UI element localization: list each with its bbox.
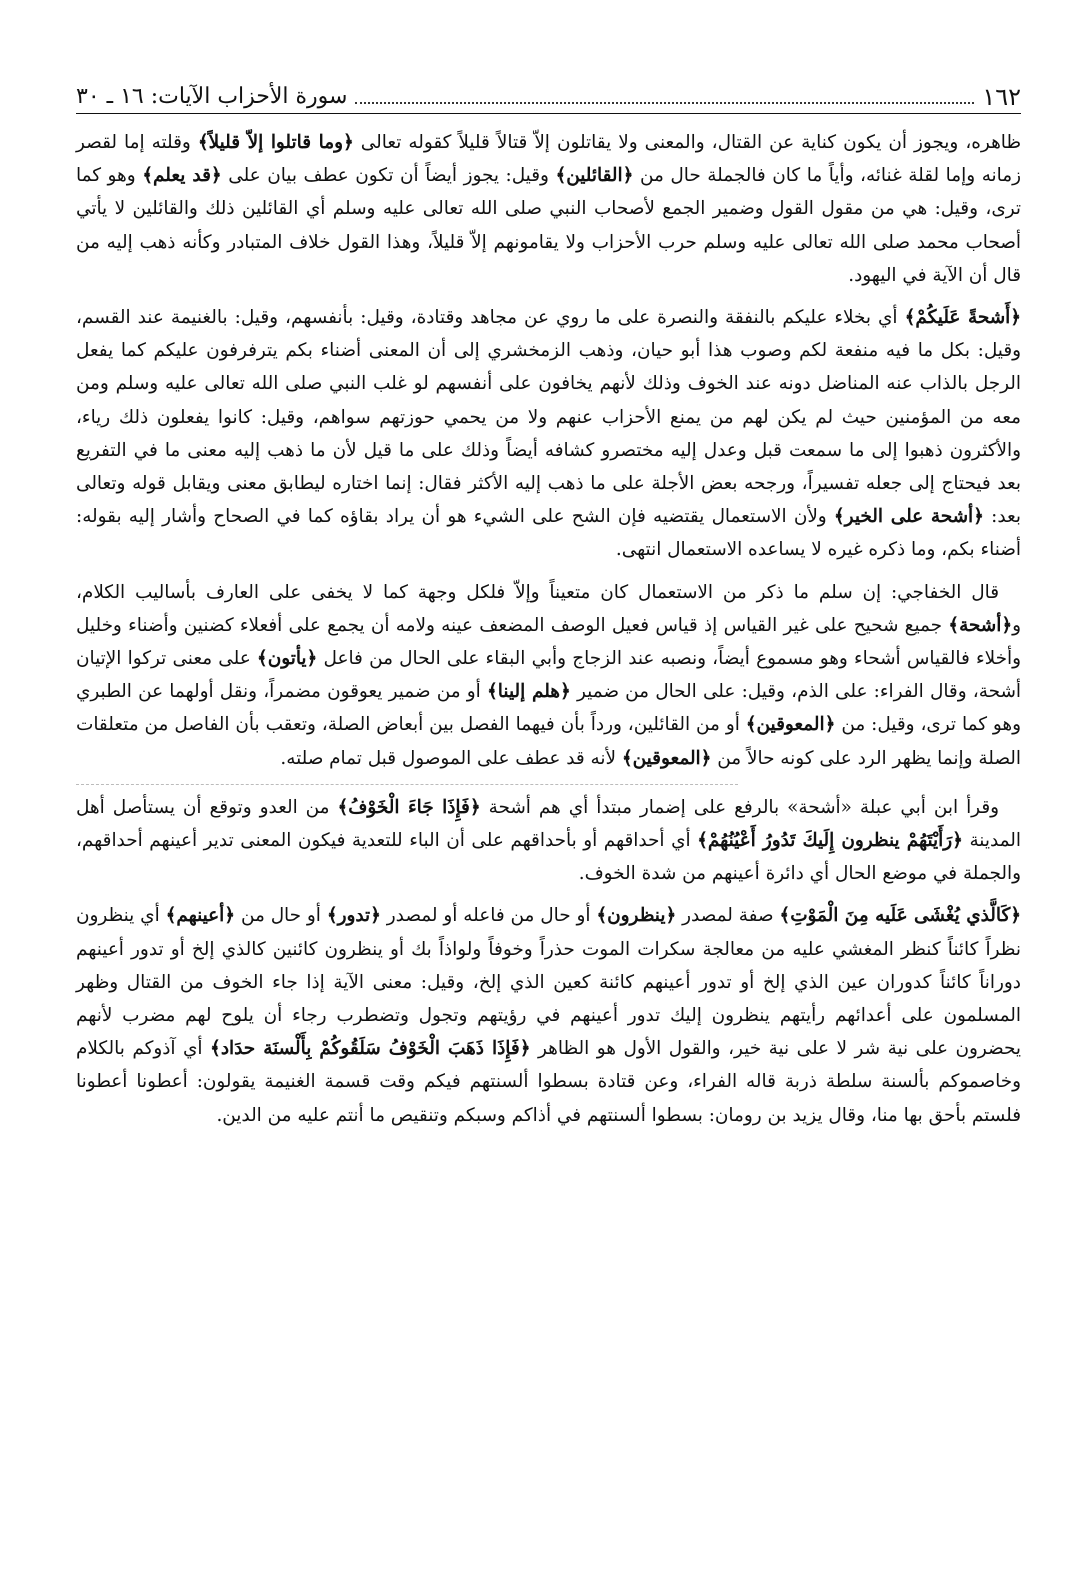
paragraph-text: أي أحداقهم أو بأحداقهم على أن الباء للتعدية فيكون المعنى تدير أعينهم أحداقهم، والجملة في موضع الحال أي دائرة أعينهم من شدة الخوف.	[76, 830, 1021, 885]
paragraph-text: ظاهره، ويجوز أن يكون كناية عن القتال، والمعنى ولا يقاتلون إلاّ قتالاً قليلاً كقوله تعالى	[353, 132, 1022, 153]
quran-quote: ﴿هلم إلينا﴾	[487, 681, 571, 703]
quran-quote: ﴿رَأَيْتَهُمْ ينظرون إِلَيكَ تَدُورُ أَعْيُنُهُمْ﴾	[697, 830, 963, 852]
quran-quote: ﴿المعوقين﴾	[621, 747, 712, 769]
quran-quote: ﴿يأتون﴾	[256, 648, 318, 670]
quran-quote: ﴿ينظرون﴾	[596, 905, 677, 927]
paragraph	[76, 899, 1021, 1131]
paragraph-text: وقلته إما لقصر زمانه وإما لقلة غنائه، وأياً ما كان فالجملة حال من	[76, 132, 1022, 187]
quran-quote: ﴿فَإِذَا ذَهَبَ الْخَوْفُ سَلَقُوكُمْ بِأَلْسنَة حدَاد﴾	[210, 1038, 531, 1060]
paragraph-text: صفة لمصدر	[676, 905, 780, 927]
quran-quote: ﴿أشحة﴾	[948, 614, 1013, 636]
paragraph-text: على معنى تركوا الإتيان أشحة، وقال الفراء: على الذم، وقيل: على الحال من ضمير	[76, 648, 1021, 703]
paragraph	[76, 791, 1021, 891]
paragraph-text: لأنه قد عطف على الموصول قبل تمام صلته.	[280, 747, 622, 769]
paragraph-text: ولأن الاستعمال يقتضيه فإن الشح على الشيء هو أن يراد بقاؤه كما في الصحاح وأشار إليه بقوله: أضناء بكم، وما ذكره غيره لا يساعده الاستعمال انتهى.	[76, 506, 1021, 561]
quran-quote: ﴿قد يعلم﴾	[142, 165, 222, 187]
quran-quote: ﴿تدور﴾	[326, 905, 381, 927]
quran-quote: ﴿فَإِذَا جَاءَ الْخَوْفُ﴾	[337, 796, 481, 818]
quran-quote: ﴿وما قاتلوا إلاّ قليلاً﴾	[197, 132, 354, 153]
section-divider	[76, 784, 738, 785]
quran-quote: ﴿المعوقين﴾	[745, 714, 836, 736]
paragraph	[76, 126, 1021, 292]
page-header	[76, 76, 1021, 110]
paragraph-text: أو من ضمير يعوقون مضمراً، ونقل أولهما عن الطبري وهو كما ترى، وقيل: من	[76, 681, 1021, 736]
paragraph-text: أو حال من فاعله أو لمصدر	[380, 905, 597, 927]
quran-quote: ﴿كَالَّذي يُغْشَى عَلَيه مِنَ الْمَوْتِ﴾	[779, 905, 1021, 927]
paragraph	[76, 576, 1021, 775]
quran-quote: ﴿أشحة على الخير﴾	[833, 506, 984, 528]
paragraph-text: وهو كما ترى، وقيل: هي من مقول القول وضمير الجمع لأصحاب النبي صلى الله تعالى عليه وسلم أي القائلين ذلك والقائلين لا يأتي أصحاب محمد صلى الله تعالى عليه وسلم حرب الأحزاب ولا يقامونهم إلاّ قليلاً، وهذا القول خلاف المتبادر وكأنه ذهب إليه من قال أن الآية في اليهود.	[76, 165, 1021, 286]
quran-quote: ﴿أعينهم﴾	[165, 905, 236, 927]
paragraph-text: وقرأ ابن أبي عبلة «أشحة» بالرفع على إضمار مبتدأ أي هم أشحة	[480, 796, 999, 818]
paragraph-text: أو حال من	[235, 905, 327, 927]
quran-quote: ﴿أَشحةً عَلَيكُمْ﴾	[904, 307, 1021, 329]
paragraph-text: أو من القائلين، ورداً بأن فيهما الفصل بين أبعاض الصلة، وتعقب بأن الفاصل من متعلقات الصلة وإنما يظهر الرد على كونه حالاً من	[76, 714, 1021, 769]
paragraph-text: أي ينظرون نظراً كائناً كنظر المغشي عليه من معالجة سكرات الموت حذراً وخوفاً ولواذاً بك أو ينظرون كائنين كالذي إلخ أو تدور أعينهم دوراناً كائناً كدوران عين الذي إلخ أو تدور أعينهم كائنة كعين الذي إلخ، وقيل: معنى الآية إذا جاء الخوف من القتال وظهر المسلمون على أعدائهم رأيتهم ينظرون إليك تدور أعينهم في رؤيتهم وتجول وتضطرب رجاء أن يلوح لهم مضرب لأنهم يحضرون على نية شر لا على نية خير، والقول الأول هو الظاهر	[76, 905, 1021, 1060]
quran-quote: ﴿القائلين﴾	[555, 165, 634, 187]
page-number: ١٦٢	[982, 83, 1021, 111]
paragraph-text: أي بخلاء عليكم بالنفقة والنصرة على ما روي عن مجاهد وقتادة، وقيل: بأنفسهم، وقيل: بالغنيمة عند القسم، وقيل: بكل ما فيه منفعة لكم وصوب هذا أبو حيان، وذهب الزمخشري إلى أن المعنى أضناء بكم يترفرفون عليكم كما يفعل الرجل بالذاب عنه المناضل دونه عند الخوف وذلك لأنهم يخافون على أنفسهم لو غلب النبي صلى الله تعالى عليه وسلم ومن معه من المؤمنين حيث لم يكن لهم من يمنع الأحزاب عنهم ولا من يحمي حوزتهم سواهم، وقيل: كانوا يفعلون ذلك رياء، والأكثرون ذهبوا إلى ما سمعت قبل وعدل إليه مختصرو كشافه أيضاً وذلك على ما قيل لأن ما ذهب إليه معنى ما في التفريع بعد فيحتاج إلى جعله تفسيراً، ورجحه بعض الأجلة على ما ذهب إليه الأكثر فقال: إنما اختاره ليطابق معنى ويقابل قوله وتعالى بعد:	[76, 307, 1021, 528]
surah-title: سورة الأحزاب الآيات: ١٦ ـ ٣٠	[76, 84, 348, 109]
paragraph-text: من العدو وتوقع أن يستأصل أهل المدينة	[76, 796, 1021, 852]
commentary-text	[76, 126, 1021, 1141]
paragraph	[76, 301, 1021, 567]
header-rule	[76, 113, 1021, 114]
paragraph-text: قال الخفاجي: إن سلم ما ذكر من الاستعمال كان متعيناً وإلاّ فلكل وجهة كما لا يخفى على العارف بأساليب الكلام، و	[76, 581, 1021, 636]
header-dotted-leader	[355, 101, 974, 104]
paragraph-text: وقيل: يجوز أيضاً أن تكون عطف بيان على	[221, 165, 556, 187]
paragraph-text: أي آذوكم بالكلام وخاصموكم بألسنة سلطة ذربة قاله الفراء، وعن قتادة بسطوا ألسنتهم فيكم وقت قسمة الغنيمة يقولون: أعطونا أعطونا فلستم بأحق بها منا، وقال يزيد بن رومان: بسطوا ألسنتهم في أذاكم وسبكم وتنقيص ما أنتم عليه من الدين.	[76, 1038, 1021, 1126]
paragraph-text: جميع شحيح على غير القياس إذ قياس فعيل الوصف المضعف عينه ولامه أن يجمع على أفعلاء كضنين وأضناء وخليل وأخلاء فالقياس أشحاء وهو مسموع أيضاً، ونصبه عند الزجاج وأبي البقاء على الحال من فاعل	[76, 614, 1021, 670]
